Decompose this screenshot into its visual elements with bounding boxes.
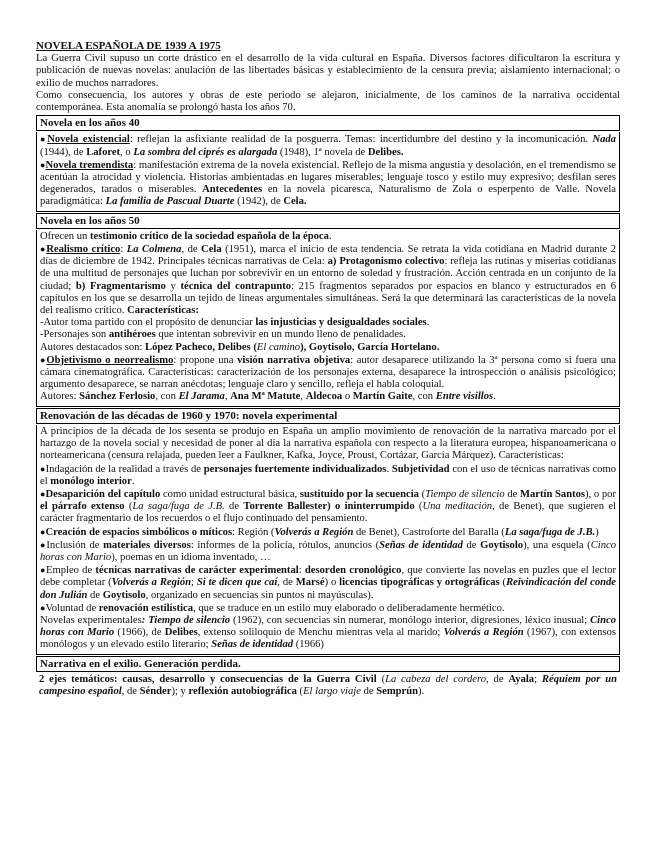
bullet-icon: ● (40, 134, 48, 145)
work-title: Una meditación (422, 501, 493, 513)
text: : propone una (173, 354, 238, 366)
work-title: El camino (256, 341, 301, 353)
experimental-novels-paragraph (40, 615, 616, 652)
term-objectivism: Objetivismo o neorrealismo (46, 354, 174, 366)
author-name: Goytisolo (102, 589, 146, 601)
text: : manifestación extrema de la novela existencial. Reflejo de la misma angustia y desolación, en el tremendismo se acentúan la atrocidad y violencia. Historias ambientadas en lugares miserables; lenguaje tosco y estilo muy expresivo; desfilan seres degenerados, tarados o miserables. (40, 159, 616, 196)
section-body-40s (36, 132, 620, 211)
bullet-icon: ● (40, 354, 47, 365)
text: ( (418, 488, 426, 500)
text: y (165, 280, 181, 292)
text: : reflejan la asfixiante realidad de la posguerra. Temas: incertidumbre del destino y la incomunicación. (129, 134, 589, 146)
text: , extenso soliloquio de Menchu mientras vela al marido; (197, 627, 444, 639)
term: Desaparición del capítulo (45, 488, 161, 500)
exile-paragraph (39, 674, 617, 698)
bullet-experimental-techniques (40, 564, 616, 602)
author-name: Ayala (508, 673, 535, 685)
text: ( (296, 685, 304, 697)
text: , de (181, 244, 202, 256)
work-title: La sombra del ciprés es alargada (133, 146, 278, 158)
text: (1967), con extensos monólogos y un elevado estilo literario; (40, 627, 616, 651)
section-body-exile (36, 673, 620, 700)
text: , de (121, 685, 140, 697)
work-title: Entre visillos (435, 391, 494, 403)
text: , de Benet), que sugieren el carácter fragmentario de los recuerdos o el flujo continuado del pensamiento. (40, 501, 616, 525)
text: (1962), con secuencias sin numerar, monólogo interior, digresiones, léxico inusual; (230, 614, 591, 626)
term: antihéroes (108, 329, 156, 341)
text: , que convierte las novelas en puzles que el lector debe completar ( (40, 565, 617, 589)
text: (1951), marca el inicio de esta tendencia. Se retrata la vida cotidiana en Madrid durante 2 días de diciembre de 1942. Principales técnicas narrativas de Cela: (40, 244, 617, 268)
bullet-chapter-disappearance: ●Desaparición del capítulo como unidad estructural básica, sustituido por la secuencia (Tiempo de silencio de Martín Santos), o por el párrafo extenso (La saga/fuga de J.B. de Torrente Ballester) o ininterrumpido (Una meditación, de Benet), que sugieren el carácter fragmentario de los recuerdos o el flujo continuado del pensamiento. (40, 488, 616, 525)
author-name: Semprún (376, 685, 419, 697)
term-critical-realism: Realismo crítico (46, 244, 121, 256)
text: que intentan sobrevivir en un mundo lleno de penalidades. (155, 329, 406, 341)
author-name: Delibes. (367, 146, 404, 158)
author-name: Sénder (139, 685, 172, 697)
author-name: Laforet (86, 146, 121, 158)
section-body-50s (36, 230, 620, 407)
work-title: El Jarama (178, 391, 225, 403)
text: . (386, 463, 392, 475)
work-title: Señas de identidad (379, 539, 463, 551)
section-body-60s-70s (36, 425, 620, 655)
work-title: El largo viaje (303, 685, 361, 697)
work-title: La saga/fuga de J.B. (132, 501, 225, 513)
work-title: Nada (592, 134, 616, 146)
term: Creación de espacios simbólicos o míticos (45, 526, 233, 538)
text: Autores: (40, 391, 80, 403)
term: a) Protagonismo colectivo (327, 256, 445, 268)
term: ) o ininterrumpido (327, 501, 415, 513)
author-name: Martín Santos (519, 488, 586, 500)
text: de (87, 589, 103, 601)
author-name: Goytisolo (480, 539, 524, 551)
text: ), poemas en un idioma inventado, … (111, 551, 271, 563)
text: (1966), de (114, 627, 165, 639)
text: , o (120, 146, 134, 158)
term: b) Fragmentarismo (75, 280, 166, 292)
work-title: Cinco horas con Mario (40, 614, 616, 639)
text: ). (418, 685, 425, 697)
characteristic-line-1: -Autor toma partido con el propósito de denunciar las injusticias y desigualdades sociales. (40, 317, 430, 329)
text: como unidad estructural básica, (160, 488, 300, 500)
bullet-icon: ● (40, 244, 47, 255)
work-title: Volverás a Región (274, 526, 354, 538)
author-name: Martín Gaite (352, 391, 413, 403)
critical-realism-paragraph: ●Realismo crítico: La Colmena, de Cela (1951), marca el inicio de esta tendencia. Se retrata la vida cotidiana en Madrid durante 2 días de diciembre de 1942. Principales técnicas narrativas de Cela: a) Protagonismo colectivo: refleja las rutinas y miserias cotidianas de una multitud de personajes que luchan por sobrevivir en un entorno de soledad y frustración. Acción centrada en un conjunto de la ciudad; b) Fragmentarismo y técnica del contrapunto: 215 fragmentos separados por espacios en blanco y estructurados en 6 capítulos en los que se desarrolla un tejido de líneas argumentales simultáneas. Será la que determinará las características de la novela del realismo crítico. Características: (40, 244, 617, 317)
author-name: ), Goytisolo, García Hortelano. (300, 341, 440, 353)
text: (1948), 1ª novela de (277, 146, 368, 158)
text: ) o (324, 577, 340, 589)
authors-line-2: Autores: Sánchez Ferlosio, con El Jarama, Ana Mª Matute, Aldecoa o Martín Gaite, con Entre visillos. (40, 391, 496, 403)
bullet-icon: ● (40, 488, 46, 499)
text: , que se traduce en un estilo muy elaborado o deliberadamente hermético. (193, 602, 505, 614)
work-title: La saga/fuga de J.B. (504, 526, 596, 538)
term-tremendist: Novela tremendista (45, 159, 134, 171)
text: (1942), de (234, 196, 284, 208)
section-heading-60s-70s: Renovación de las décadas de 1960 y 1970: novela experimental (36, 408, 620, 424)
text: ) (595, 526, 599, 538)
text: Novelas experimentales (40, 614, 142, 626)
author-name: Marsé (295, 577, 325, 589)
term: materiales diversos (103, 539, 191, 551)
term: desorden cronológico (304, 565, 402, 577)
text: ( (499, 577, 507, 589)
work-title: Volverás a Región (111, 577, 192, 589)
text: : Región ( (232, 526, 275, 538)
text: ; (191, 577, 197, 589)
tremendist-novel-paragraph (40, 159, 616, 209)
work-title: La cabeza del cordero (385, 673, 487, 685)
bullet-icon: ● (40, 565, 47, 576)
term: testimonio crítico de la sociedad española de la época (90, 230, 329, 242)
content-column (36, 40, 620, 700)
characteristic-line-2 (40, 329, 616, 341)
term: renovación estilística (98, 602, 194, 614)
bullet-icon: ● (40, 526, 46, 537)
text: -Personajes son (40, 329, 109, 341)
term: personajes fuertemente individualizados (203, 463, 387, 475)
authors-line-1 (40, 342, 616, 354)
work-title: La Colmena (126, 244, 182, 256)
text: Empleo de (46, 565, 96, 577)
bullet-symbolic-spaces (40, 526, 616, 539)
text: . (328, 230, 332, 242)
work-title: Volverás a Región (443, 627, 524, 639)
text: : informes de la policía, rótulos, anuncios ( (190, 539, 380, 551)
text: de Benet), Castroforte del Baralla ( (353, 526, 505, 538)
term: visión narrativa objetiva (237, 354, 351, 366)
intro-paragraph-2: Como consecuencia, los autores y obras de este periodo se alejaron, inicialmente, de los caminos de la narrativa occidental contemporánea. Esta anomalía se prolongó hasta los años 70. (36, 89, 620, 114)
term: Antecedentes (202, 184, 263, 196)
term-existential: Novela existencial (47, 134, 130, 146)
section-heading-exile: Narrativa en el exilio. Generación perdida. (36, 656, 620, 672)
bullet-icon: ● (40, 539, 47, 550)
work-title: Réquiem por un campesino español (39, 673, 617, 697)
existential-novel-paragraph (40, 133, 616, 158)
text: Voluntad de (45, 602, 99, 614)
text: (1944), de (40, 146, 87, 158)
text: : autor desaparece utilizando la 3ª persona como si fuera una cámara cinematográfica. Características: caracterización de los personajes externa, desaparece la introspección o análisis psicológico; argumento desaparece, se narran anécdotas; lenguaje claro y sencillo, refleja el habla coloquial. (40, 354, 617, 391)
work-title: Reivindicación del conde don Julián (40, 577, 617, 601)
author-name: Torrente Ballester (243, 501, 328, 513)
text: de (462, 539, 481, 551)
text: Ofrecen un (40, 230, 90, 242)
work-title: Tiempo de silencio (148, 614, 231, 626)
term: Características: (127, 305, 199, 317)
term: técnicas narrativas de carácter experimental (95, 565, 299, 577)
text: : refleja las rutinas y miserias cotidianas de una multitud de personajes que luchan por sobrevivir en un entorno de soledad y frustración. Acción centrada en un conjunto de la ciudad; (40, 256, 617, 292)
author-name: Cela (201, 244, 222, 256)
text: de (360, 685, 377, 697)
bullet-icon: ● (40, 159, 46, 170)
author-name: Ana Mª Matute (230, 391, 301, 403)
term: las injusticias y desigualdades sociales (255, 317, 427, 329)
bullet-icon: ● (40, 602, 46, 613)
term: el párrafo extenso (40, 501, 125, 513)
work-title: Tiempo de silencio (425, 488, 505, 500)
section-heading-40s: Novela en los años 40 (36, 115, 620, 131)
text: Autores destacados son: (40, 341, 146, 353)
renewal-intro: A principios de la década de los sesenta se produjo en España un amplio movimiento de renovación de la narrativa marcado por el hartazgo de la novela social y necesidad de poner al día la narrativa española con respecto a la literatura europea, hispanoamericana o norteamericana (censura relajada, pueden leer a Faulkner, Kafka, Joyce, Proust, Cortázar, García Márquez). Características: (40, 425, 616, 462)
objectivism-paragraph (40, 354, 616, 392)
author-name: Cela. (283, 196, 307, 208)
text: (1966) (293, 639, 324, 651)
text: , de (277, 577, 296, 589)
text: ; (534, 673, 542, 685)
text: ( (376, 673, 386, 685)
testimony-paragraph (40, 231, 616, 243)
bullet-stylistic-renewal (40, 602, 616, 615)
term: reflexión autobiográfica (188, 685, 297, 697)
bullet-icon: ● (40, 463, 46, 474)
text: : 215 fragmentos separados por espacios en blanco y estructurados en 6 capítulos en los que se desarrolla un tejido de líneas argumentales simultáneas. Será la que determinará las características de la novela del realismo crítico. (40, 280, 616, 317)
author-name: Sánchez Ferlosio (79, 391, 156, 403)
text: : (141, 614, 149, 626)
term: sustituido por la secuencia (299, 488, 419, 500)
bullet-diverse-materials (40, 539, 616, 564)
text: ); y (171, 685, 189, 697)
work-title: La familia de Pascual Duarte (105, 196, 235, 208)
text: en la novela picaresca, Naturalismo de Zola o esperpento de Valle. Novela paradigmática: (40, 184, 616, 208)
text: , con (155, 391, 179, 403)
text: ), o por (585, 488, 616, 500)
bullet-individualized-characters: ●Indagación de la realidad a través de personajes fuertemente individualizados. Subjetividad con el uso de técnicas narrativas como el monólogo interior. (40, 463, 616, 487)
work-title: Si te dicen que caí (196, 577, 278, 589)
text: , de (486, 673, 509, 685)
text: ), una esquela ( (523, 539, 591, 551)
term: 2 ejes temáticos: causas, desarrollo y consecuencias de la Guerra Civil (39, 673, 377, 685)
work-title: Señas de identidad (211, 639, 294, 651)
text: Indagación de la realidad a través de (45, 463, 204, 475)
author-name: Aldecoa (305, 391, 343, 403)
term: técnica del contrapunto (180, 280, 292, 292)
text: con el uso de técnicas narrativas como el (40, 463, 616, 487)
term: licencias tipográficas y ortográficas (339, 577, 500, 589)
author-name: López Pacheco, Delibes ( (145, 341, 257, 353)
section-heading-50s: Novela en los años 50 (36, 213, 620, 229)
term: Subjetividad (391, 463, 450, 475)
text: -Autor toma partido con el propósito de denunciar (40, 317, 256, 329)
intro-paragraph-1: La Guerra Civil supuso un corte drástico en el desarrollo de la vida cultural en España. Diversos factores dificultaron la escritura y publicación de nuevas novelas: anulación de las libertades básicas y establecimiento de la censura previa; aislamiento internacional; o exilio de muchos narradores. (36, 53, 620, 89)
text: Inclusión de (46, 539, 104, 551)
work-title: Cinco horas con Mario (40, 539, 616, 563)
text: : (298, 565, 305, 577)
text: , organizado en secuencias sin puntos ni mayúsculas). (145, 589, 374, 601)
author-name: Delibes (164, 627, 198, 639)
term: monólogo interior (50, 475, 132, 487)
document-title: NOVELA ESPAÑOLA DE 1939 A 1975 (36, 40, 221, 52)
text: de (504, 488, 520, 500)
